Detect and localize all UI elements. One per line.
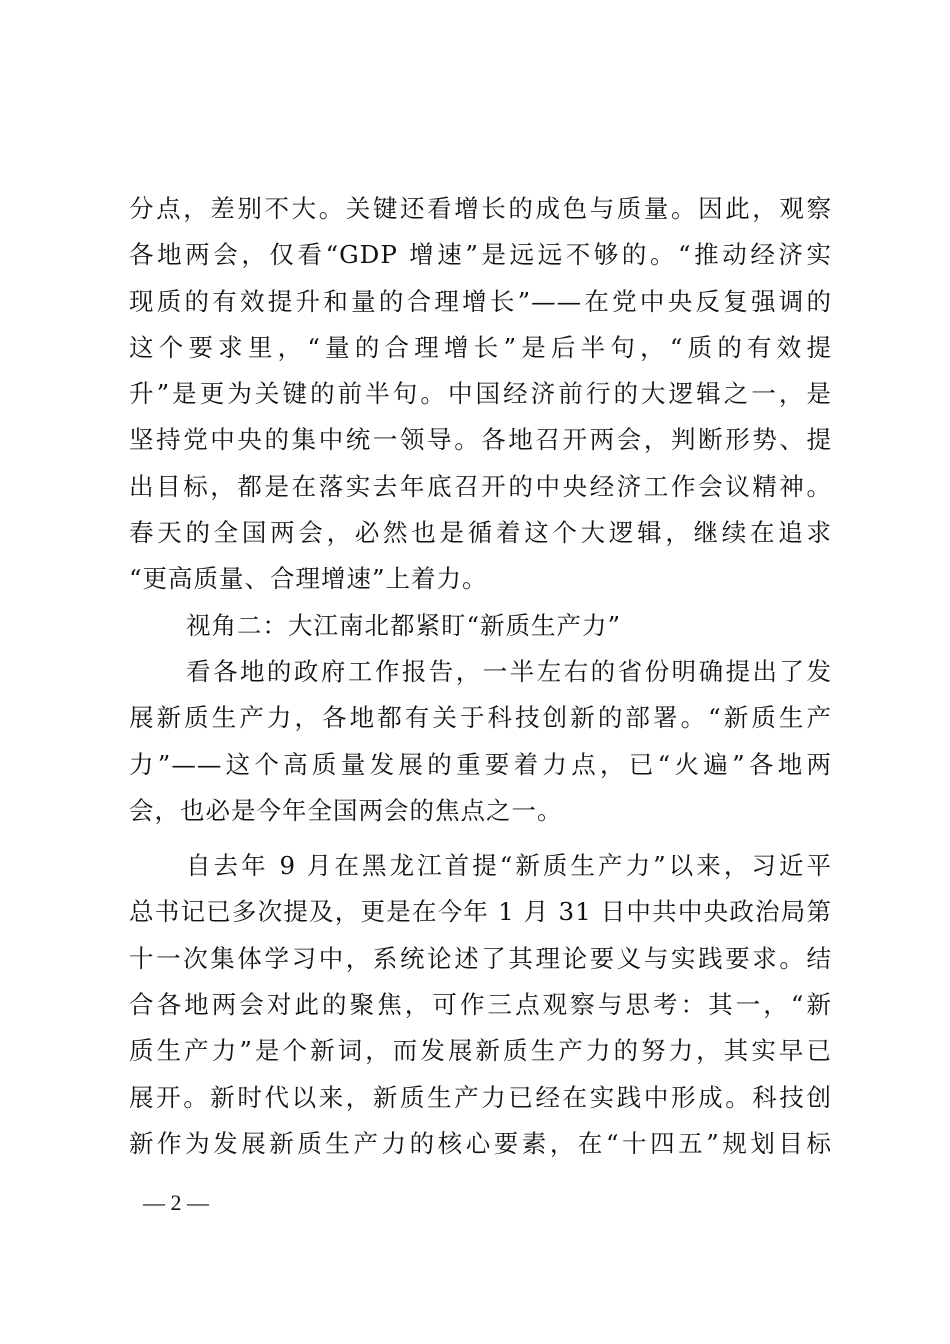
text-line: “更高质量、合理增速”上着力。 (129, 564, 488, 594)
section-heading (129, 603, 832, 649)
paragraph (129, 649, 832, 834)
text-line: 自去年 9 月在黑龙江首提“新质生产力”以来，习近平 (186, 851, 832, 881)
text-line: 坚持党中央的集中统一领导。各地召开两会，判断形势、提 (129, 425, 832, 455)
text-line: 现质的有效提升和量的合理增长”——在党中央反复强调的 (129, 286, 832, 316)
text-line: 分点，差别不大。关键还看增长的成色与质量。因此，观察 (129, 194, 832, 223)
heading-line: 视角二：大江南北都紧盯“新质生产力” (186, 610, 622, 640)
paragraph (129, 843, 832, 1167)
text-line: 力”——这个高质量发展的重要着力点，已“火遍”各地两 (129, 749, 832, 779)
paragraph-continuation (129, 186, 832, 603)
text-line: 展开。新时代以来，新质生产力已经在实践中形成。科技创 (129, 1082, 832, 1112)
text-line: 展新质生产力，各地都有关于科技创新的部署。“新质生产 (129, 703, 832, 733)
text-line: 看各地的政府工作报告，一半左右的省份明确提出了发 (186, 656, 832, 686)
text-line: 合各地两会对此的聚焦，可作三点观察与思考：其一，“新 (129, 990, 832, 1020)
text-line: 各地两会，仅看“GDP 增速”是远远不够的。“推动经济实 (129, 240, 832, 270)
text-line: 出目标，都是在落实去年底召开的中央经济工作会议精神。 (129, 471, 832, 501)
text-line: 新作为发展新质生产力的核心要素，在“十四五”规划目标 (129, 1128, 832, 1158)
text-line: 总书记已多次提及，更是在今年 1 月 31 日中共中央政治局第 (129, 897, 832, 927)
text-line: 升”是更为关键的前半句。中国经济前行的大逻辑之一，是 (129, 379, 832, 409)
text-line: 质生产力”是个新词，而发展新质生产力的努力，其实早已 (129, 1036, 832, 1066)
page-number: — 2 — (143, 1190, 209, 1215)
text-line: 春天的全国两会，必然也是循着这个大逻辑，继续在追求 (129, 518, 832, 548)
text-line: 会，也必是今年全国两会的焦点之一。 (129, 795, 563, 825)
text-line: 十一次集体学习中，系统论述了其理论要义与实践要求。结 (129, 943, 832, 973)
document-body (129, 186, 832, 1167)
text-line: 这个要求里，“量的合理增长”是后半句，“质的有效提 (129, 332, 832, 362)
paragraph-gap (129, 834, 832, 843)
